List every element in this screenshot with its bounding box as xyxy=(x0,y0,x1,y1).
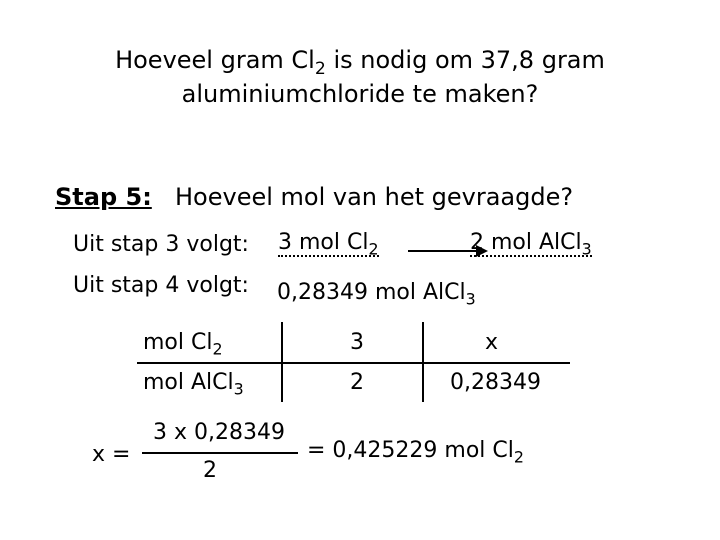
from-step3-left-sub: 2 xyxy=(368,239,379,259)
from-step4-value-sub: 3 xyxy=(465,289,476,309)
step-question: Hoeveel mol van het gevraagde? xyxy=(175,183,574,211)
from-step3-left-main: 3 mol Cl xyxy=(278,230,369,255)
table-col1-row2: 2 xyxy=(350,370,364,395)
calc-result-main: = 0,425229 mol Cl xyxy=(307,438,514,463)
table-divider-vertical-2 xyxy=(422,322,424,402)
table-col2-row2: 0,28349 xyxy=(450,370,541,395)
table-col2-row1: x xyxy=(485,330,499,355)
calc-result xyxy=(307,438,524,467)
question-text-a: Hoeveel gram Cl xyxy=(115,46,315,74)
from-step3-right-main: 2 mol AlCl xyxy=(470,230,582,255)
table-row2-label xyxy=(143,370,244,399)
question-line-2: aluminiumchloride te maken? xyxy=(181,80,539,108)
table-row2-label-main: mol AlCl xyxy=(143,370,234,395)
from-step4-value xyxy=(277,280,476,309)
calc-numerator: 3 x 0,28349 xyxy=(153,420,285,445)
calc-result-sub: 2 xyxy=(513,447,524,467)
table-divider-vertical-1 xyxy=(281,322,283,402)
table-row2-label-sub: 3 xyxy=(233,379,244,399)
calc-x-label: x = xyxy=(92,442,131,467)
calc-denominator: 2 xyxy=(203,458,217,483)
table-row1-label-sub: 2 xyxy=(212,339,223,359)
question-line-1 xyxy=(0,46,720,80)
calc-fraction-bar xyxy=(142,452,298,454)
from-step3-right xyxy=(470,230,592,257)
from-step3-right-sub: 3 xyxy=(581,239,592,259)
question-subscript: 2 xyxy=(314,59,326,80)
from-step3-left xyxy=(278,230,379,257)
from-step3-label: Uit stap 3 volgt: xyxy=(73,232,249,257)
from-step4-value-main: 0,28349 mol AlCl xyxy=(277,280,466,305)
from-step4-label: Uit stap 4 volgt: xyxy=(73,273,249,298)
table-row1-label-main: mol Cl xyxy=(143,330,213,355)
step-label: Stap 5: xyxy=(55,183,152,211)
table-divider-horizontal xyxy=(137,362,570,364)
question-text-b: is nodig om 37,8 gram xyxy=(325,46,605,74)
table-row1-label xyxy=(143,330,223,359)
table-col1-row1: 3 xyxy=(350,330,364,355)
